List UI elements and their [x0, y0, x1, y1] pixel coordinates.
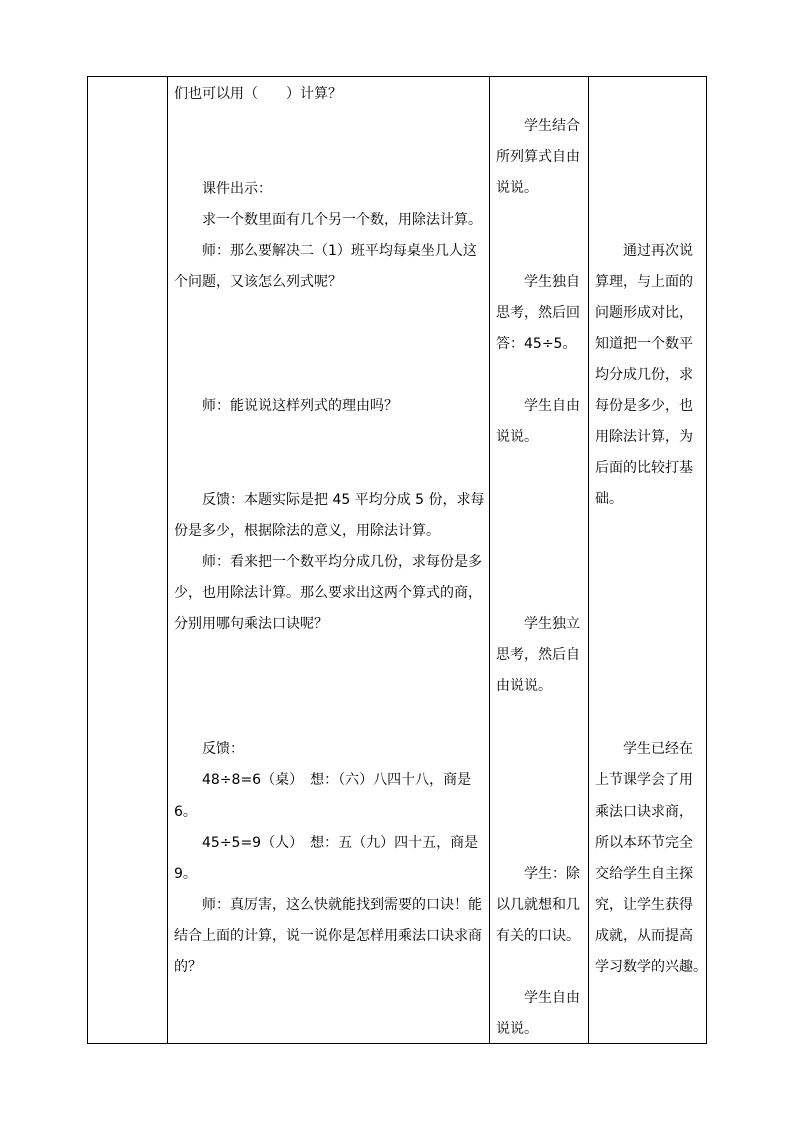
student-line: 学生自由 [524, 398, 580, 414]
content-line: 6。 [174, 804, 197, 820]
student-line: 学生：除 [524, 866, 580, 882]
content-line: 反馈：本题实际是把 45 平均分成 5 份，求每 [202, 492, 485, 508]
intent-line: 学习数学的兴趣。 [595, 959, 707, 975]
content-line: 们也可以用（ ）计算？ [174, 86, 342, 102]
intent-line: 所以本环节完全 [595, 835, 693, 851]
intent-line: 上节课学会了用 [595, 772, 693, 788]
intent-line: 算理，与上面的 [595, 274, 693, 290]
intent-line: 成就，从而提高 [595, 928, 693, 944]
content-line: 48÷8=6（桌） 想：（六）八四十八，商是 [202, 772, 472, 788]
content-line: 分别用哪句乘法口诀呢？ [174, 616, 328, 632]
student-line: 有关的口诀。 [496, 928, 580, 944]
content-line: 求一个数里面有几个另一个数，用除法计算。 [202, 212, 482, 228]
intent-line: 学生已经在 [623, 741, 693, 757]
intent-line: 问题形成对比， [595, 305, 693, 321]
student-line: 学生结合 [524, 118, 580, 134]
lesson-plan-table [87, 76, 707, 1044]
content-line: 少，也用除法计算。那么要求出这两个算式的商， [174, 585, 482, 601]
content-line: 结合上面的计算，说一说你是怎样用乘法口诀求商 [174, 928, 482, 944]
student-line: 所列算式自由 [496, 149, 580, 165]
student-line: 思考，然后自 [496, 647, 580, 663]
content-line: 45÷5=9（人） 想：五（九）四十五，商是 [202, 835, 479, 851]
student-line: 由说说。 [496, 678, 552, 694]
content-line: 课件出示： [202, 181, 272, 197]
student-line: 学生独自 [524, 274, 580, 290]
stage-column [88, 77, 167, 1043]
student-line: 答：45÷5。 [496, 336, 577, 352]
student-line: 以几就想和几 [496, 897, 580, 913]
intent-line: 础。 [595, 491, 623, 507]
content-line: 师：看来把一个数平均分成几份，求每份是多 [202, 554, 482, 570]
content-line: 的？ [174, 959, 202, 975]
intent-line: 后面的比较打基 [595, 460, 693, 476]
student-activity-column [490, 77, 588, 1043]
intent-line: 每份是多少，也 [595, 398, 693, 414]
intent-line: 均分成几份，求 [595, 367, 693, 383]
student-line: 学生独立 [524, 616, 580, 632]
intent-line: 乘法口诀求商， [595, 804, 693, 820]
intent-line: 通过再次说 [623, 243, 693, 259]
intent-line: 用除法计算，为 [595, 429, 693, 445]
content-line: 个问题，又该怎么列式呢？ [174, 274, 342, 290]
design-intent-column [589, 77, 706, 1043]
content-line: 师：能说说这样列式的理由吗？ [202, 398, 398, 414]
student-line: 说说。 [496, 1021, 538, 1037]
teaching-content-column [168, 77, 489, 1043]
intent-line: 交给学生自主探 [595, 866, 693, 882]
intent-line: 究，让学生获得 [595, 897, 693, 913]
content-line: 反馈： [202, 741, 244, 757]
content-line: 9。 [174, 866, 197, 882]
student-line: 说说。 [496, 429, 538, 445]
content-line: 份是多少，根据除法的意义，用除法计算。 [174, 523, 440, 539]
content-line: 师：那么要解决二（1）班平均每桌坐几人这 [202, 243, 477, 259]
student-line: 说说。 [496, 180, 538, 196]
content-line: 师：真厉害，这么快就能找到需要的口诀！能 [202, 897, 482, 913]
student-line: 思考，然后回 [496, 305, 580, 321]
intent-line: 知道把一个数平 [595, 336, 693, 352]
student-line: 学生自由 [524, 990, 580, 1006]
